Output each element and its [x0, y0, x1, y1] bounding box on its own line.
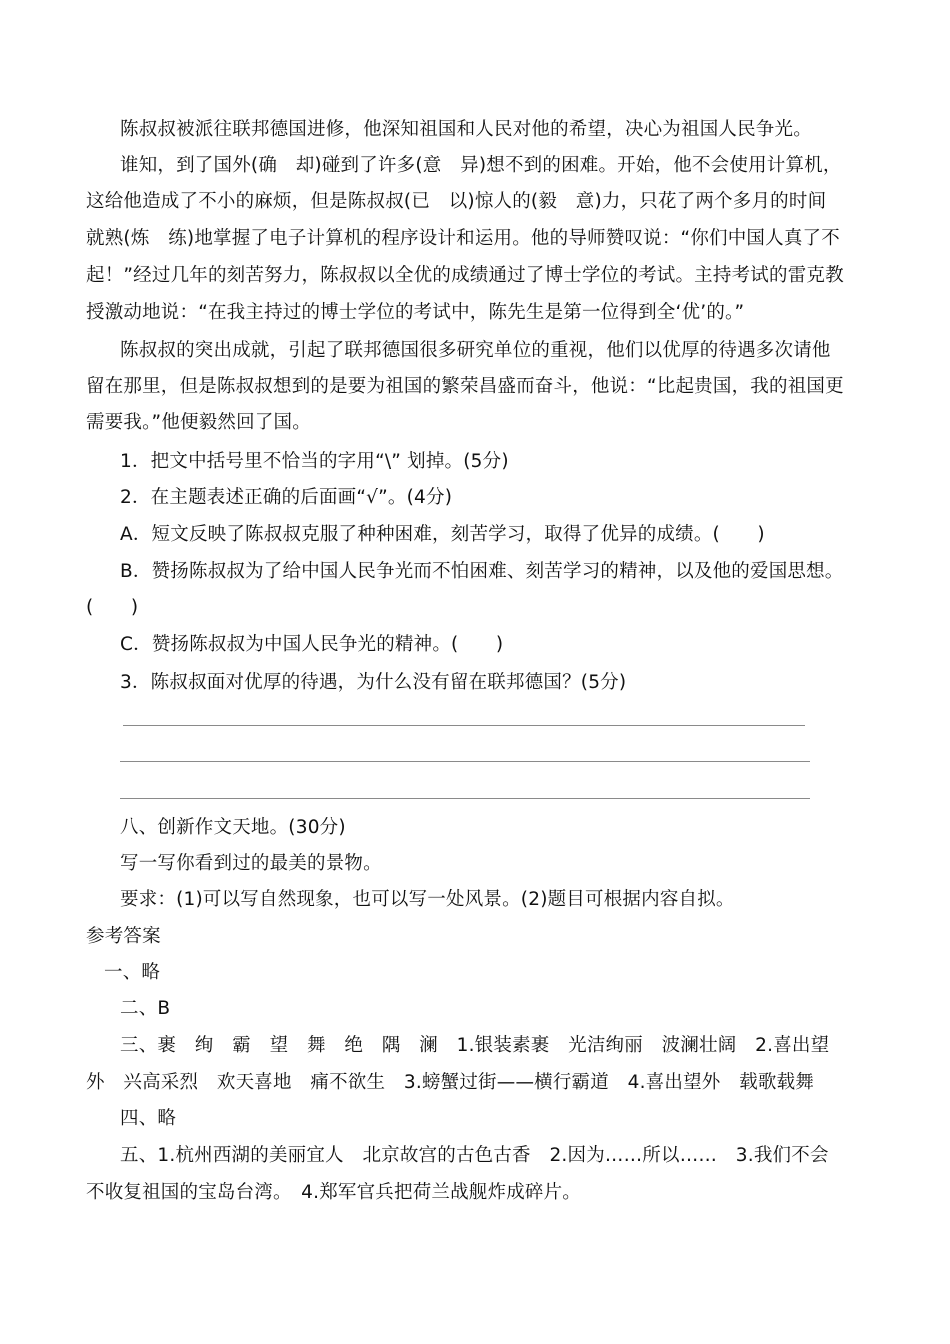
option-c: C．赞扬陈叔叔为中国人民争光的精神。( ) [120, 634, 504, 655]
composition-title: 八、创新作文天地。(30分) [120, 817, 346, 838]
passage-line: 陈叔叔的突出成就，引起了联邦德国很多研究单位的重视，他们以优厚的待遇多次请他 [120, 340, 831, 361]
answer-item: 一、略 [104, 962, 161, 983]
question-2: 2．在主题表述正确的后面画“√”。(4分) [120, 487, 453, 508]
question-3: 3．陈叔叔面对优厚的待遇，为什么没有留在联邦德国？(5分) [120, 672, 627, 693]
passage-line: 陈叔叔被派往联邦德国进修，他深知祖国和人民对他的希望，决心为祖国人民争光。 [120, 119, 812, 140]
answer-line [120, 798, 810, 799]
answer-item: 外 兴高采烈 欢天喜地 痛不欲生 3.螃蟹过街——横行霸道 4.喜出望外 载歌载舞 [86, 1072, 815, 1093]
passage-line: 需要我。”他便毅然回了国。 [86, 412, 311, 433]
passage-line: 留在那里，但是陈叔叔想到的是要为祖国的繁荣昌盛而奋斗，他说：“比起贵国，我的祖国更 [86, 376, 844, 397]
answer-item: 五、1.杭州西湖的美丽宜人 北京故宫的古色古香 2.因为……所以…… 3.我们不会 [120, 1145, 829, 1166]
answer-item: 四、略 [120, 1108, 177, 1129]
option-b-paren: ( ) [86, 597, 139, 618]
passage-line: 起！”经过几年的刻苦努力，陈叔叔以全优的成绩通过了博士学位的考试。主持考试的雷克教 [86, 265, 844, 286]
answers-heading: 参考答案 [86, 926, 161, 947]
answer-item: 三、裹 绚 霸 望 舞 绝 隅 澜 1.银装素裹 光洁绚丽 波澜壮阔 2.喜出望 [120, 1035, 830, 1056]
passage-line: 授激动地说：“在我主持过的博士学位的考试中，陈先生是第一位得到全‘优’的。” [86, 302, 745, 323]
answer-item: 二、B [120, 998, 171, 1019]
question-1: 1．把文中括号里不恰当的字用“\” 划掉。(5分) [120, 451, 509, 472]
passage-line: 这给他造成了不小的麻烦，但是陈叔叔(已 以)惊人的(毅 意)力，只花了两个多月的时间 [86, 191, 827, 212]
answer-line [123, 725, 805, 726]
answer-item: 不收复祖国的宝岛台湾。 4.郑军官兵把荷兰战舰炸成碎片。 [86, 1182, 582, 1203]
composition-prompt: 写一写你看到过的最美的景物。 [120, 853, 382, 874]
composition-requirement: 要求：(1)可以写自然现象，也可以写一处风景。(2)题目可根据内容自拟。 [120, 889, 735, 910]
option-b: B．赞扬陈叔叔为了给中国人民争光而不怕困难、刻苦学习的精神，以及他的爱国思想。 [120, 561, 844, 582]
answer-line [120, 761, 810, 762]
passage-line: 就熟(炼 练)地掌握了电子计算机的程序设计和运用。他的导师赞叹说：“你们中国人真了不 [86, 228, 840, 249]
passage-line: 谁知，到了国外(确 却)碰到了许多(意 异)想不到的困难。开始，他不会使用计算机， [120, 155, 842, 176]
option-a: A．短文反映了陈叔叔克服了种种困难，刻苦学习，取得了优异的成绩。( ) [120, 524, 765, 545]
